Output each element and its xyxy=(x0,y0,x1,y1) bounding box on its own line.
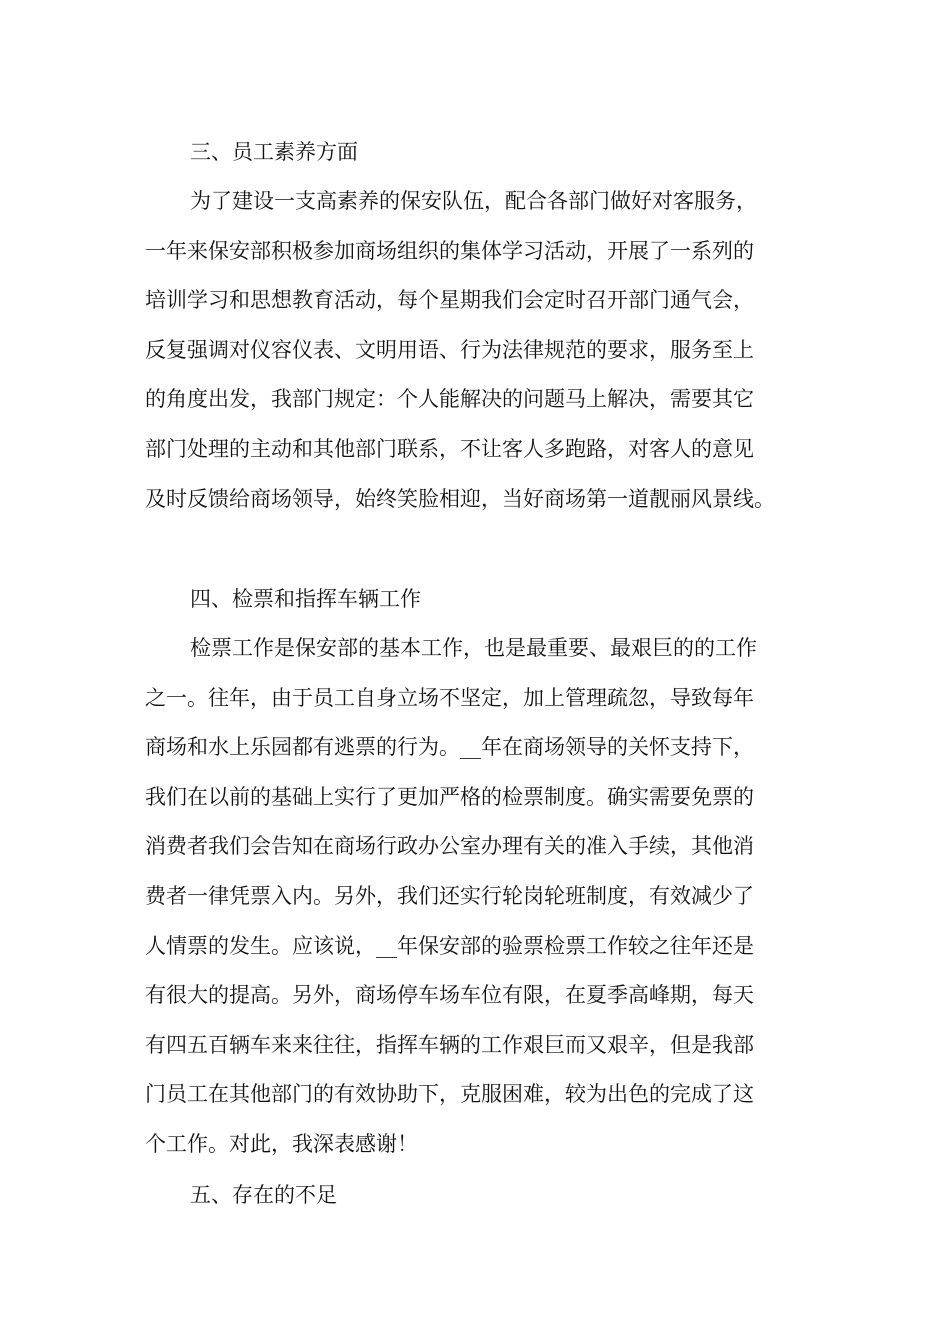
paragraph-line: 消费者我们会告知在商场行政办公室办理有关的准入手续，其他消 xyxy=(145,834,754,859)
paragraph-line: 人情票的发生。应该说，__年保安部的验票检票工作较之往年还是 xyxy=(145,933,754,958)
paragraph-line: 的角度出发，我部门规定：个人能解决的问题马上解决，需要其它 xyxy=(145,387,754,412)
paragraph-line: 个工作。对此，我深表感谢！ xyxy=(145,1131,418,1156)
paragraph-staff-quality xyxy=(145,186,825,533)
section-heading-ticket-vehicle: 四、检票和指挥车辆工作 xyxy=(190,587,421,611)
paragraph-line: 为了建设一支高素养的保安队伍，配合各部门做好对客服务， xyxy=(190,189,757,213)
paragraph-line: 商场和水上乐园都有逃票的行为。__年在商场领导的关怀支持下， xyxy=(145,735,754,760)
paragraph-line: 反复强调对仪容仪表、文明用语、行为法律规范的要求，服务至上 xyxy=(145,337,754,362)
paragraph-ticket-vehicle xyxy=(145,633,825,1179)
section-heading-staff-quality: 三、员工素养方面 xyxy=(190,140,358,164)
paragraph-line: 检票工作是保安部的基本工作，也是最重要、最艰巨的的工作 xyxy=(190,636,757,660)
paragraph-line: 之一。往年，由于员工自身立场不坚定，加上管理疏忽，导致每年 xyxy=(145,685,754,710)
paragraph-line: 有很大的提高。另外，商场停车场车位有限，在夏季高峰期，每天 xyxy=(145,983,754,1008)
paragraph-line: 培训学习和思想教育活动，每个星期我们会定时召开部门通气会， xyxy=(145,288,754,313)
paragraph-line: 部门处理的主动和其他部门联系，不让客人多跑路，对客人的意见 xyxy=(145,436,754,461)
section-heading-shortcomings: 五、存在的不足 xyxy=(190,1183,337,1207)
paragraph-line: 有四五百辆车来来往往，指挥车辆的工作艰巨而又艰辛，但是我部 xyxy=(145,1032,754,1057)
paragraph-line: 一年来保安部积极参加商场组织的集体学习活动，开展了一系列的 xyxy=(145,238,754,263)
paragraph-line: 及时反馈给商场领导，始终笑脸相迎，当好商场第一道靓丽风景线。 xyxy=(145,486,775,511)
paragraph-line: 我们在以前的基础上实行了更加严格的检票制度。确实需要免票的 xyxy=(145,784,754,809)
paragraph-line: 费者一律凭票入内。另外，我们还实行轮岗轮班制度，有效减少了 xyxy=(145,883,754,908)
paragraph-line: 门员工在其他部门的有效协助下，克服困难，较为出色的完成了这 xyxy=(145,1082,754,1107)
